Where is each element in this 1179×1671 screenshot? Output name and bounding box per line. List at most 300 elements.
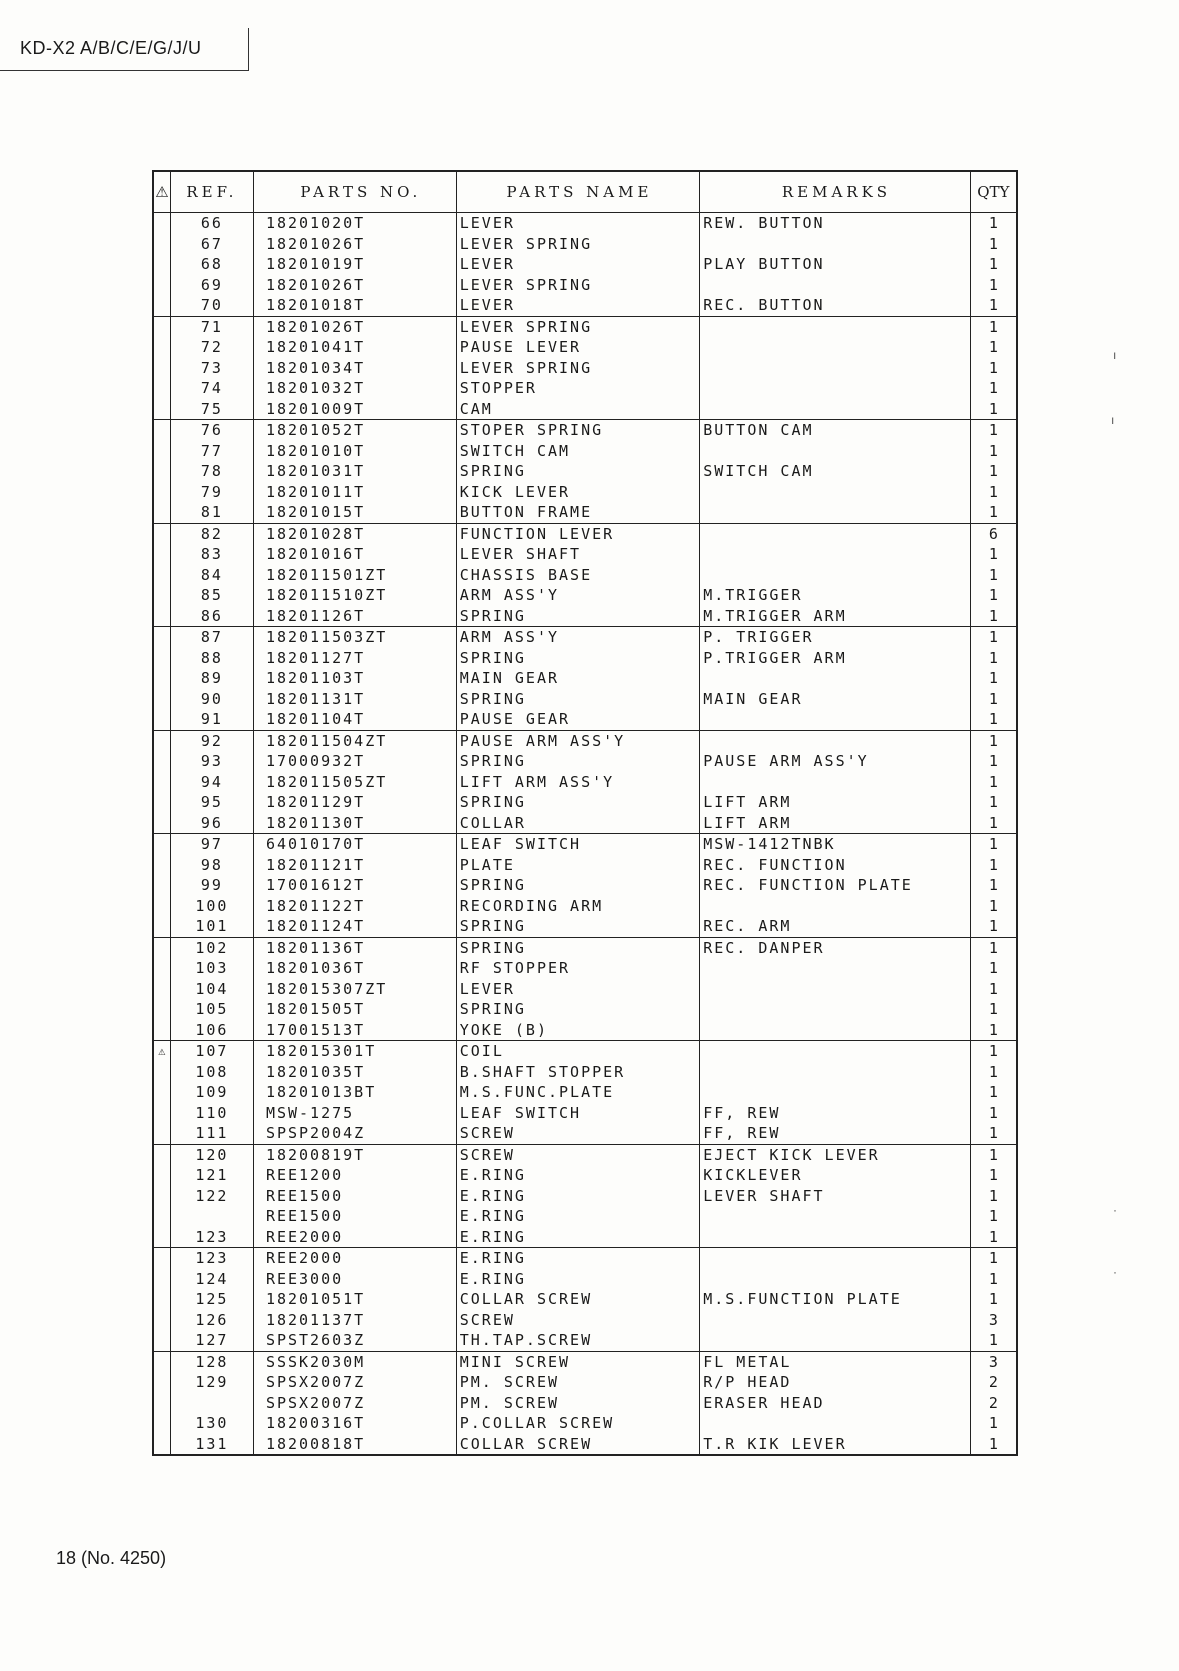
ref-cell: 109 [170,1082,253,1103]
table-row [153,295,1017,316]
ref-cell: 77 [170,441,253,462]
qty-cell: 1 [970,358,1017,379]
remarks-cell: SWITCH CAM [700,461,971,482]
parts-name-cell: E.RING [456,1186,699,1207]
parts-name-cell: E.RING [456,1227,699,1248]
parts-no-cell: 18200818T [253,1434,456,1456]
parts-no-cell: 18201136T [253,937,456,958]
parts-name-cell: KICK LEVER [456,482,699,503]
remarks-cell: BUTTON CAM [700,420,971,441]
qty-cell: 1 [970,979,1017,1000]
qty-cell: 1 [970,1082,1017,1103]
qty-cell: 1 [970,234,1017,255]
warning-icon [153,689,170,710]
remarks-cell: M.TRIGGER ARM [700,606,971,627]
remarks-cell [700,1269,971,1290]
remarks-cell: MSW-1412TNBK [700,834,971,855]
warning-icon [153,1103,170,1124]
ref-cell: 129 [170,1372,253,1393]
parts-no-cell: 18201009T [253,399,456,420]
qty-cell: 1 [970,937,1017,958]
parts-name-cell: SPRING [456,461,699,482]
parts-no-cell: 18201028T [253,523,456,544]
ref-cell: 84 [170,565,253,586]
ref-cell: 121 [170,1165,253,1186]
table-row [153,502,1017,523]
warning-icon [153,772,170,793]
qty-cell: 1 [970,834,1017,855]
parts-name-cell: LEVER SPRING [456,358,699,379]
ref-cell: 123 [170,1248,253,1269]
parts-no-cell: 18201011T [253,482,456,503]
parts-name-cell: LEVER [456,254,699,275]
parts-no-cell: 18201121T [253,855,456,876]
parts-name-cell: COIL [456,1041,699,1062]
qty-cell: 1 [970,420,1017,441]
parts-name-cell: SPRING [456,916,699,937]
parts-list-table [152,170,1018,1456]
warning-icon [153,730,170,751]
warning-icon: ⚠ [153,1041,170,1062]
table-row [153,316,1017,337]
parts-name-cell: LEVER SPRING [456,316,699,337]
ref-cell: 67 [170,234,253,255]
parts-name-cell: E.RING [456,1206,699,1227]
model-header: KD-X2 A/B/C/E/G/J/U [20,38,202,58]
ref-cell: 74 [170,378,253,399]
qty-cell: 1 [970,1144,1017,1165]
parts-no-cell: MSW-1275 [253,1103,456,1124]
remarks-cell [700,999,971,1020]
warning-icon: ⚠ [153,171,170,213]
qty-cell: 1 [970,689,1017,710]
ref-cell: 91 [170,709,253,730]
warning-icon [153,378,170,399]
qty-cell: 1 [970,730,1017,751]
remarks-cell [700,896,971,917]
qty-cell: 1 [970,1206,1017,1227]
remarks-cell: EJECT KICK LEVER [700,1144,971,1165]
table-row [153,1310,1017,1331]
table-row [153,1020,1017,1041]
parts-no-cell: SPSP2004Z [253,1123,456,1144]
parts-name-cell: SPRING [456,751,699,772]
parts-no-cell: 18201104T [253,709,456,730]
warning-icon [153,751,170,772]
remarks-cell [700,1248,971,1269]
remarks-cell [700,772,971,793]
qty-cell: 1 [970,1227,1017,1248]
remarks-cell [700,1206,971,1227]
table-row [153,461,1017,482]
ref-cell: 104 [170,979,253,1000]
warning-icon [153,709,170,730]
qty-cell: 1 [970,275,1017,296]
remarks-cell [700,709,971,730]
table-row [153,1062,1017,1083]
warning-icon [153,1289,170,1310]
qty-cell: 1 [970,709,1017,730]
ref-cell: 105 [170,999,253,1020]
parts-name-cell: LEVER [456,295,699,316]
parts-no-cell: 18201126T [253,606,456,627]
remarks-cell: T.R KIK LEVER [700,1434,971,1456]
qty-cell: 1 [970,1434,1017,1456]
ref-cell: 100 [170,896,253,917]
ref-cell: 92 [170,730,253,751]
parts-name-cell: SPRING [456,648,699,669]
qty-cell: 1 [970,1062,1017,1083]
qty-cell: 1 [970,502,1017,523]
parts-no-cell: 18201015T [253,502,456,523]
remarks-cell [700,399,971,420]
parts-no-cell: SSSK2030M [253,1351,456,1372]
parts-name-cell: SCREW [456,1144,699,1165]
table-row [153,1186,1017,1207]
remarks-cell [700,275,971,296]
ref-cell: 131 [170,1434,253,1456]
warning-icon [153,1269,170,1290]
parts-no-cell: 18201127T [253,648,456,669]
table-row [153,358,1017,379]
parts-name-cell: FUNCTION LEVER [456,523,699,544]
warning-icon [153,958,170,979]
table-row [153,523,1017,544]
table-row [153,420,1017,441]
remarks-cell [700,1062,971,1083]
warning-icon [153,585,170,606]
warning-icon [153,482,170,503]
parts-name-cell: SPRING [456,937,699,958]
remarks-cell: LIFT ARM [700,792,971,813]
ref-cell: 125 [170,1289,253,1310]
remarks-cell [700,378,971,399]
remarks-cell [700,668,971,689]
warning-icon [153,916,170,937]
ref-cell: 90 [170,689,253,710]
table-row [153,606,1017,627]
table-row [153,916,1017,937]
parts-name-cell: PM. SCREW [456,1393,699,1414]
ref-cell: 124 [170,1269,253,1290]
remarks-cell: R/P HEAD [700,1372,971,1393]
parts-no-cell: 18201020T [253,213,456,234]
parts-name-cell: MINI SCREW [456,1351,699,1372]
warning-icon [153,544,170,565]
warning-icon [153,275,170,296]
remarks-cell: FF, REW [700,1103,971,1124]
parts-no-cell: 182015307ZT [253,979,456,1000]
qty-cell: 1 [970,1248,1017,1269]
warning-icon [153,875,170,896]
parts-no-cell: SPSX2007Z [253,1372,456,1393]
parts-no-cell: 18201131T [253,689,456,710]
warning-icon [153,813,170,834]
parts-name-cell: CHASSIS BASE [456,565,699,586]
qty-cell: 1 [970,544,1017,565]
table-row [153,1413,1017,1434]
table-row [153,792,1017,813]
ref-cell: 111 [170,1123,253,1144]
ref-cell: 70 [170,295,253,316]
parts-no-cell: 182015301T [253,1041,456,1062]
parts-name-cell: ARM ASS'Y [456,627,699,648]
table-row [153,482,1017,503]
qty-cell: 1 [970,896,1017,917]
ref-cell: 106 [170,1020,253,1041]
parts-name-cell: B.SHAFT STOPPER [456,1062,699,1083]
qty-cell: 1 [970,1103,1017,1124]
qty-cell: 1 [970,295,1017,316]
warning-icon [153,1123,170,1144]
parts-name-cell: LEVER SPRING [456,275,699,296]
table-row [153,441,1017,462]
ref-cell: 95 [170,792,253,813]
warning-icon [153,1186,170,1207]
warning-icon [153,1248,170,1269]
parts-no-cell: 182011510ZT [253,585,456,606]
ref-cell: 82 [170,523,253,544]
qty-cell: 1 [970,441,1017,462]
qty-cell: 3 [970,1351,1017,1372]
remarks-cell: ERASER HEAD [700,1393,971,1414]
parts-name-cell: LEAF SWITCH [456,834,699,855]
warning-icon [153,1082,170,1103]
table-row [153,896,1017,917]
ref-cell [170,1206,253,1227]
parts-no-cell: 17001612T [253,875,456,896]
scan-mark: ı [1111,413,1115,427]
warning-icon [153,834,170,855]
remarks-cell [700,523,971,544]
ref-cell: 75 [170,399,253,420]
remarks-cell [700,979,971,1000]
qty-cell: 1 [970,648,1017,669]
qty-cell: 1 [970,213,1017,234]
warning-icon [153,1144,170,1165]
parts-name-cell: STOPPER [456,378,699,399]
column-header-parts-no: PARTS NO. [253,171,456,213]
table-row [153,1206,1017,1227]
warning-icon [153,420,170,441]
parts-name-cell: ARM ASS'Y [456,585,699,606]
remarks-cell: P.TRIGGER ARM [700,648,971,669]
table-row [153,709,1017,730]
parts-no-cell: 17001513T [253,1020,456,1041]
parts-name-cell: LEVER [456,213,699,234]
qty-cell: 1 [970,916,1017,937]
parts-no-cell: 18201129T [253,792,456,813]
parts-name-cell: SPRING [456,999,699,1020]
remarks-cell: REC. ARM [700,916,971,937]
parts-name-cell: MAIN GEAR [456,668,699,689]
remarks-cell [700,1020,971,1041]
table-row [153,1082,1017,1103]
parts-name-cell: SPRING [456,606,699,627]
remarks-cell [700,1413,971,1434]
parts-name-cell: LEVER [456,979,699,1000]
remarks-cell [700,1082,971,1103]
parts-no-cell: 18201035T [253,1062,456,1083]
parts-no-cell: 18201130T [253,813,456,834]
parts-name-cell: COLLAR SCREW [456,1434,699,1456]
table-row [153,1289,1017,1310]
parts-no-cell: REE1500 [253,1186,456,1207]
parts-name-cell: SCREW [456,1123,699,1144]
ref-cell: 96 [170,813,253,834]
qty-cell: 1 [970,399,1017,420]
table-row [153,627,1017,648]
ref-cell: 102 [170,937,253,958]
qty-cell: 1 [970,1413,1017,1434]
ref-cell: 122 [170,1186,253,1207]
remarks-cell [700,482,971,503]
column-header-ref: REF. [170,171,253,213]
parts-name-cell: LIFT ARM ASS'Y [456,772,699,793]
qty-cell: 1 [970,875,1017,896]
qty-cell: 1 [970,772,1017,793]
qty-cell: 1 [970,813,1017,834]
warning-icon [153,1165,170,1186]
table-row [153,1330,1017,1351]
table-row [153,648,1017,669]
qty-cell: 1 [970,1020,1017,1041]
table-row [153,751,1017,772]
table-row [153,1393,1017,1414]
warning-icon [153,1206,170,1227]
qty-cell: 1 [970,751,1017,772]
parts-no-cell: 18201124T [253,916,456,937]
parts-no-cell: 18201137T [253,1310,456,1331]
table-row [153,585,1017,606]
table-row [153,1351,1017,1372]
parts-name-cell: COLLAR SCREW [456,1289,699,1310]
table-row [153,1372,1017,1393]
table-row [153,958,1017,979]
ref-cell: 94 [170,772,253,793]
qty-cell: 3 [970,1310,1017,1331]
table-row [153,1123,1017,1144]
parts-name-cell: SPRING [456,875,699,896]
ref-cell: 123 [170,1227,253,1248]
ref-cell: 98 [170,855,253,876]
ref-cell: 76 [170,420,253,441]
warning-icon [153,1351,170,1372]
parts-name-cell: CAM [456,399,699,420]
warning-icon [153,1413,170,1434]
parts-name-cell: M.S.FUNC.PLATE [456,1082,699,1103]
remarks-cell: REC. FUNCTION [700,855,971,876]
table-row [153,213,1017,234]
table-row [153,668,1017,689]
ref-cell: 69 [170,275,253,296]
parts-no-cell: 18201052T [253,420,456,441]
parts-no-cell: REE3000 [253,1269,456,1290]
qty-cell: 1 [970,1186,1017,1207]
remarks-cell [700,1310,971,1331]
ref-cell: 88 [170,648,253,669]
qty-cell: 1 [970,565,1017,586]
warning-icon [153,523,170,544]
warning-icon [153,1227,170,1248]
table-row [153,254,1017,275]
remarks-cell [700,565,971,586]
table-row [153,1041,1017,1062]
table-row [153,855,1017,876]
parts-name-cell: E.RING [456,1165,699,1186]
parts-name-cell: LEVER SHAFT [456,544,699,565]
header-divider-horizontal [0,70,249,71]
table-row [153,275,1017,296]
parts-name-cell: SPRING [456,689,699,710]
qty-cell: 1 [970,316,1017,337]
remarks-cell [700,358,971,379]
parts-name-cell: E.RING [456,1248,699,1269]
warning-icon [153,441,170,462]
warning-icon [153,295,170,316]
ref-cell: 89 [170,668,253,689]
qty-cell: 1 [970,1123,1017,1144]
parts-no-cell: 18201505T [253,999,456,1020]
qty-cell: 1 [970,1330,1017,1351]
parts-name-cell: SWITCH CAM [456,441,699,462]
remarks-cell: MAIN GEAR [700,689,971,710]
parts-no-cell: 18201013BT [253,1082,456,1103]
ref-cell: 126 [170,1310,253,1331]
parts-name-cell: BUTTON FRAME [456,502,699,523]
parts-name-cell: SCREW [456,1310,699,1331]
warning-icon [153,461,170,482]
parts-no-cell: REE1500 [253,1206,456,1227]
parts-no-cell: 18201041T [253,337,456,358]
warning-icon [153,627,170,648]
ref-cell: 108 [170,1062,253,1083]
table-row [153,337,1017,358]
parts-no-cell: 18201026T [253,234,456,255]
remarks-cell: FL METAL [700,1351,971,1372]
remarks-cell [700,337,971,358]
remarks-cell [700,1041,971,1062]
parts-name-cell: SPRING [456,792,699,813]
warning-icon [153,999,170,1020]
ref-cell: 93 [170,751,253,772]
remarks-cell: REC. DANPER [700,937,971,958]
table-row [153,1434,1017,1456]
scan-mark: · [1113,1203,1117,1217]
header-divider-vertical [248,28,249,70]
parts-no-cell: 18201026T [253,275,456,296]
qty-cell: 1 [970,482,1017,503]
table-row [153,544,1017,565]
warning-icon [153,1372,170,1393]
scan-mark: · [1113,1265,1117,1279]
ref-cell: 72 [170,337,253,358]
table-row [153,1144,1017,1165]
qty-cell: 1 [970,378,1017,399]
table-row [153,1165,1017,1186]
table-row [153,689,1017,710]
ref-cell: 68 [170,254,253,275]
table-row [153,937,1017,958]
remarks-cell: REC. FUNCTION PLATE [700,875,971,896]
remarks-cell: KICKLEVER [700,1165,971,1186]
warning-icon [153,648,170,669]
qty-cell: 1 [970,958,1017,979]
parts-name-cell: PAUSE GEAR [456,709,699,730]
table-row [153,565,1017,586]
ref-cell [170,1393,253,1414]
warning-icon [153,1330,170,1351]
